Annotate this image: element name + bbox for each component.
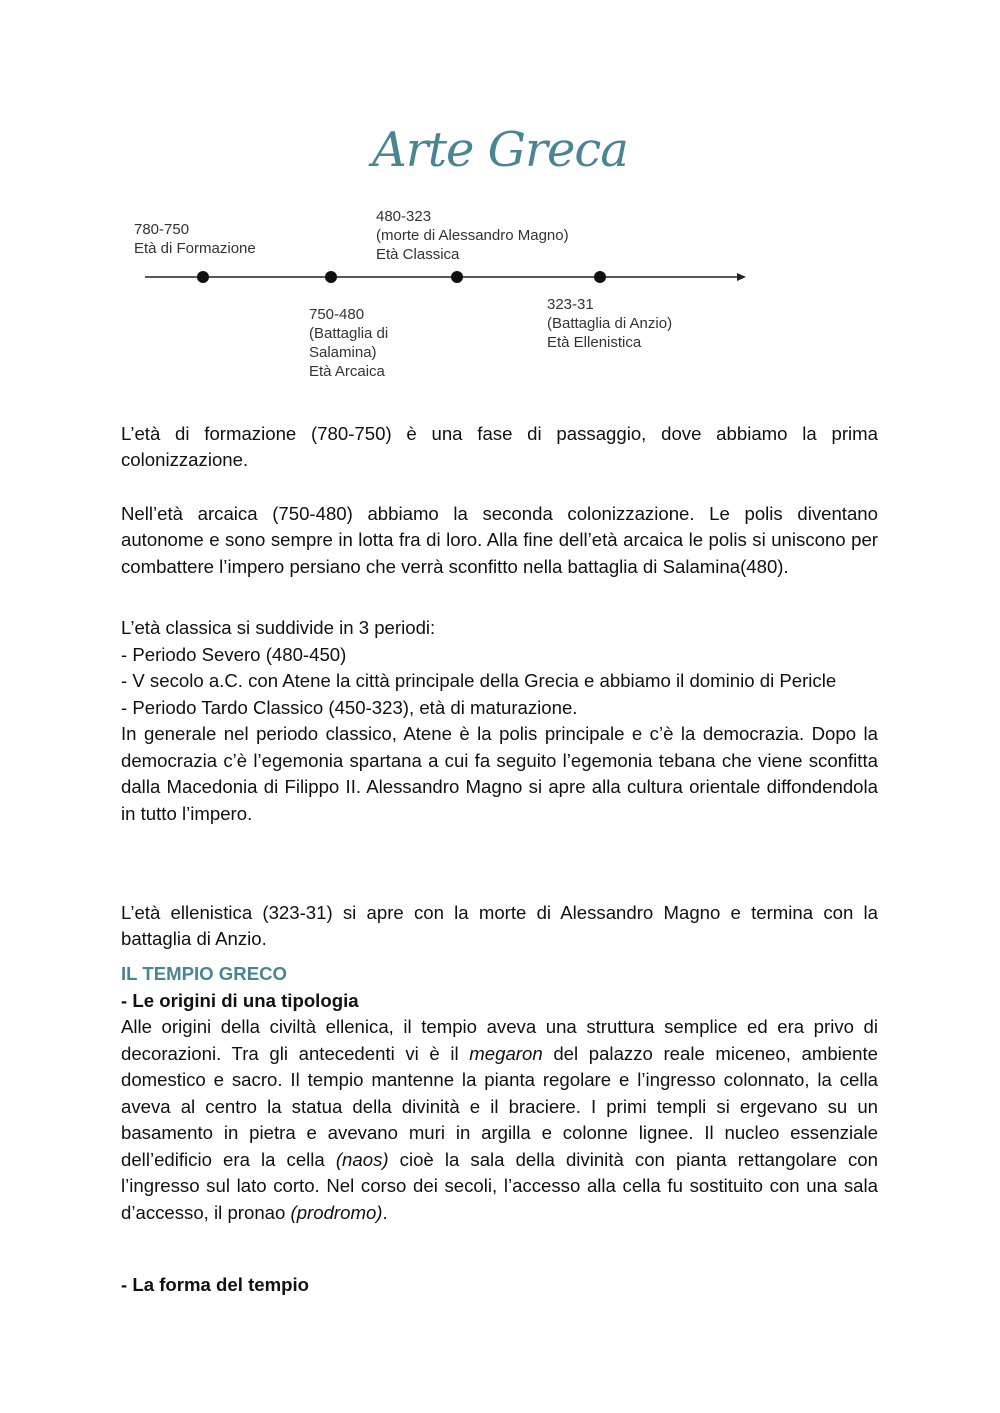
- timeline-arrow-icon: [737, 273, 746, 281]
- classica-body: In generale nel periodo classico, Atene è la polis principale e c’è la democrazia. Dopo la democrazia c’è l’egemonia spartana a cui fa seguito l’egemonia tebana che viene sconfitta dalla Macedonia di Filippo II. Alessandro Magno si apre alla cultura orientale diffondendola in tutto l’impero.: [121, 723, 878, 824]
- paragraph-arcaica: Nell’età arcaica (750-480) abbiamo la seconda colonizzazione. Le polis diventano autonome e sono sempre in lotta fra di loro. Alla fine dell’età arcaica le polis si uniscono per combattere l’impero persiano che verrà sconfitto nella battaglia di Salamina(480).: [121, 502, 878, 577]
- classica-item-tardo: - Periodo Tardo Classico (450-323), età di maturazione.: [121, 696, 578, 718]
- timeline-dot-4: [594, 271, 606, 283]
- timeline-dot-2: [325, 271, 337, 283]
- timeline-label-ellenistica: 323-31 (Battaglia di Anzio) Età Ellenistica: [547, 296, 673, 351]
- subheading-forma: - La forma del tempio: [121, 1273, 310, 1295]
- paragraph-formazione: L’età di formazione (780-750) è una fase di passaggio, dove abbiamo la prima colonizzazione.: [121, 422, 878, 471]
- paragraph-ellenistica: L’età ellenistica (323-31) si apre con la morte di Alessandro Magno e termina con la battaglia di Anzio.: [121, 901, 878, 950]
- section-tempio-greco: [121, 961, 878, 1226]
- classica-item-severo: - Periodo Severo (480-450): [121, 643, 347, 665]
- timeline-dot-1: [197, 271, 209, 283]
- timeline-label-arcaica: 750-480 (Battaglia di Salamina) Età Arcaica: [309, 306, 389, 380]
- timeline: [0, 0, 1000, 400]
- timeline-axis: [0, 0, 1000, 400]
- classica-item-v-secolo: - V secolo a.C. con Atene la città principale della Grecia e abbiamo il dominio di Pericle: [121, 670, 837, 691]
- subheading-origini: - Le origini di una tipologia: [121, 989, 359, 1011]
- timeline-label-classica: 480-323 (morte di Alessandro Magno) Età Classica: [376, 208, 569, 263]
- section-heading: IL TEMPIO GRECO: [121, 963, 287, 984]
- page-title: Arte Greca: [372, 122, 628, 178]
- paragraph-classica: [121, 615, 878, 827]
- classica-intro: L’età classica si suddivide in 3 periodi:: [121, 617, 436, 638]
- timeline-dot-3: [451, 271, 463, 283]
- section-body: Alle origini della civiltà ellenica, il tempio aveva una struttura semplice ed era privo di decorazioni. Tra gli antecedenti vi è il megaron del palazzo reale miceneo, ambiente domestico e sacro. Il tempio mantenne la pianta regolare e l’ingresso colonnato, la cella aveva al centro la statua della divinità e il braciere. I primi templi si ergevano su un basamento in pietra e avevano muri in argilla e colonne lignee. Il nucleo essenziale dell’edificio era la cella (naos) cioè la sala della divinità con pianta rettangolare con l’ingresso sul lato corto. Nel corso dei secoli, l’accesso alla cella fu sostituito con una sala d’accesso, il pronao (prodromo).: [121, 1016, 878, 1223]
- timeline-label-formazione: 780-750 Età di Formazione: [134, 221, 256, 257]
